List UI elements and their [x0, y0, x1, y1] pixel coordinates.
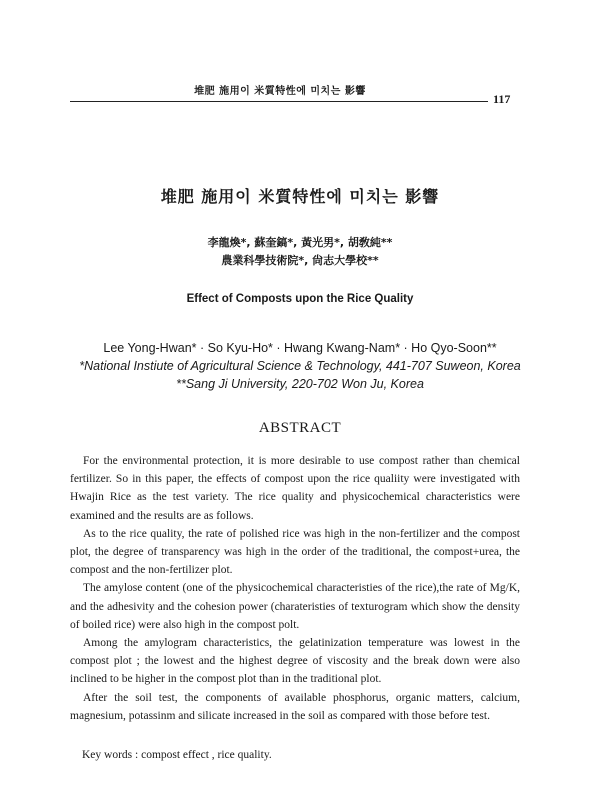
running-head: 堆肥 施用이 米質特性에 미치는 影響	[194, 86, 366, 97]
affiliation-english-2: **Sang Ji University, 220-702 Won Ju, Korea	[176, 377, 424, 391]
keywords: Key words : compost effect , rice quality.	[82, 749, 272, 761]
abstract-paragraph-5: After the soil test, the components of available phosphorus, organic matters, calcium, magnesium, potassinm and silicate increased in the soil as compared with those before test.	[70, 691, 520, 722]
authors-english: Lee Yong-Hwan* · So Kyu-Ho* · Hwang Kwang-Nam* · Ho Qyo-Soon**	[103, 341, 497, 355]
abstract-paragraph-2: As to the rice quality, the rate of polished rice was high in the non-fertilizer and the compost plot, the degree of transparency was high in the order of the traditional, the compost+urea, the compost and the non-fertilizer plot.	[70, 527, 520, 577]
header-rule	[70, 101, 488, 102]
abstract-paragraph-3: The amylose content (one of the physicochemical characteristies of the rice),the rate of Mg/K, and the adhesivity and the cohesion power (charateristies of texturogram which show the density of boiled rice) were also high in the compost polt.	[70, 582, 520, 631]
abstract-body	[70, 452, 520, 725]
page-number: 117	[493, 92, 511, 106]
title-english: Effect of Composts upon the Rice Quality	[186, 293, 414, 305]
title-korean: 堆肥 施用이 米質特性에 미치는 影響	[160, 187, 440, 206]
authors-korean: 李龍煥*, 蘇奎鎬*, 黃光男*, 胡敎純**	[207, 236, 393, 249]
abstract-paragraph-1: For the environmental protection, it is more desirable to use compost rather than chemical fertilizer. So in this paper, the effects of compost upon the rice qualiity were investigated with Hwajin Rice as the test variety. The rice quality and physicochemical characteristics were examined and the results are as follows.	[70, 455, 520, 522]
affiliation-english-1: *National Instiute of Agricultural Science & Technology, 441-707 Suweon, Korea	[79, 359, 521, 373]
abstract-paragraph-4: Among the amylogram characteristics, the gelatinization temperature was lowest in the compost plot ; the lowest and the highest degree of viscosity and the break down were also inclined to be higher in the compost plot than in the traditional plot.	[70, 637, 520, 686]
abstract-heading: ABSTRACT	[258, 420, 342, 436]
affiliations-korean: 農業科學技術院*, 尙志大學校**	[221, 254, 379, 267]
